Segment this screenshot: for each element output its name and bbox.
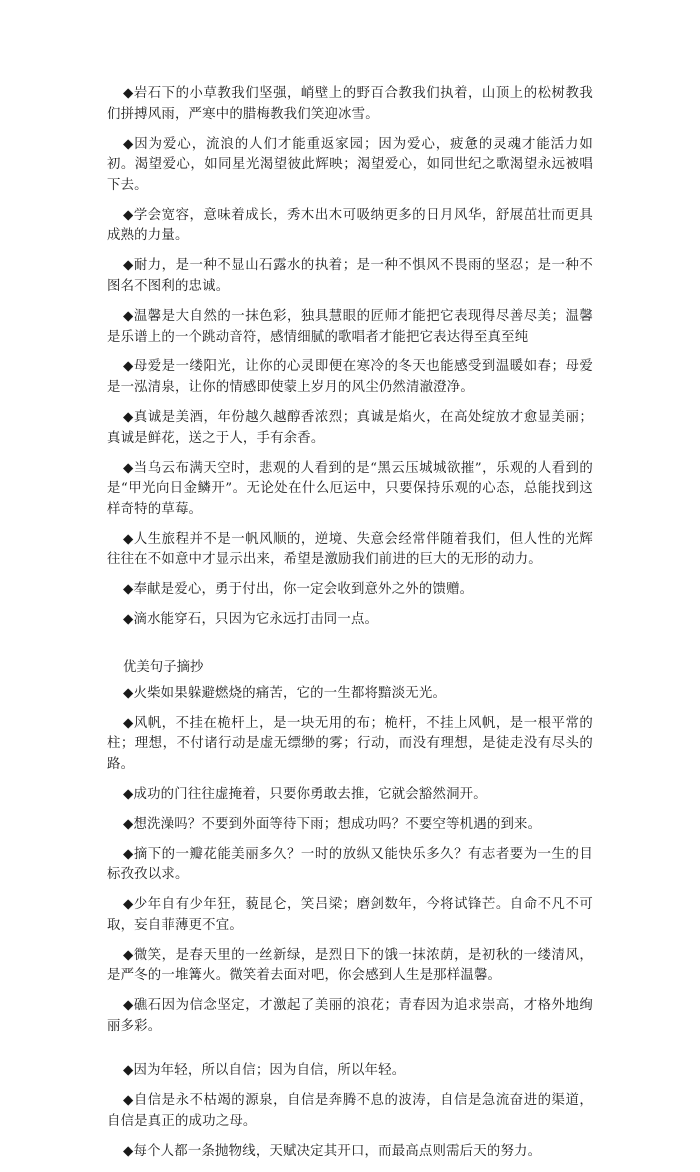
quote-section-1	[107, 84, 593, 631]
quote-paragraph: ◆自信是永不枯竭的源泉，自信是奔腾不息的波涛，自信是急流奋进的渠道，自信是真正的成功之母。	[107, 1092, 593, 1129]
quote-paragraph: ◆耐力，是一种不显山石露水的执着；是一种不惧风不畏雨的坚忍；是一种不图名不图利的忠诚。	[107, 258, 593, 294]
quote-paragraph: ◆温馨是大自然的一抹色彩，独具慧眼的匠师才能把它表现得尽善尽美；温馨是乐谱上的一个跳动音符，感情细腻的歌唱者才能把它表达得至真至纯	[107, 308, 593, 345]
quote-paragraph: ◆成功的门往往虚掩着，只要你勇敢去推，它就会豁然洞开。	[123, 786, 487, 802]
quote-paragraph: ◆微笑，是春天里的一丝新绿，是烈日下的饿一抹浓荫，是初秋的一缕清风，是严冬的一堆篝火。微笑着去面对吧，你会感到人生是那样温馨。	[107, 947, 593, 984]
quote-paragraph: ◆想洗澡吗？不要到外面等待下雨；想成功吗？不要空等机遇的到来。	[123, 816, 542, 832]
quote-paragraph: ◆摘下的一瓣花能美丽多久？一时的放纵又能快乐多久？有志者要为一生的目标孜孜以求。	[107, 846, 593, 883]
quote-paragraph: ◆因为爱心，流浪的人们才能重返家园；因为爱心，疲惫的灵魂才能活力如初。渴望爱心，如同星光渴望彼此辉映；渴望爱心，如同世纪之歌渴望永远被唱下去。	[107, 136, 593, 193]
quote-paragraph: ◆火柴如果躲避燃烧的痛苦，它的一生都将黯淡无光。	[123, 685, 447, 701]
quote-section-3	[107, 1061, 593, 1162]
quote-paragraph: ◆滴水能穿石，只因为它永远打击同一点。	[123, 612, 379, 628]
document-page	[107, 84, 593, 1172]
quote-paragraph: ◆礁石因为信念坚定，才激起了美丽的浪花；青春因为追求崇高，才格外地绚丽多彩。	[107, 998, 593, 1035]
quote-paragraph: ◆真诚是美酒，年份越久越醇香浓烈；真诚是焰火，在高处绽放才愈显美丽；真诚是鲜花，送之于人，手有余香。	[107, 410, 593, 446]
section-heading: 优美句子摘抄	[123, 659, 204, 675]
quote-paragraph: ◆每个人都一条抛物线，天赋决定其开口，而最高点则需后天的努力。	[123, 1143, 542, 1159]
section-spacer	[107, 1047, 593, 1061]
quote-paragraph: ◆因为年轻，所以自信；因为自信，所以年轻。	[123, 1063, 406, 1078]
quote-paragraph: ◆当乌云布满天空时，悲观的人看到的是“黑云压城城欲摧”，乐观的人看到的是“甲光向日金鳞开”。无论处在什么厄运中，只要保持乐观的心态，总能找到这样奇特的草莓。	[107, 460, 593, 517]
quote-paragraph: ◆岩石下的小草教我们坚强，峭壁上的野百合教我们执着，山顶上的松树教我们拼搏风雨，严寒中的腊梅教我们笑迎冰雪。	[107, 86, 593, 122]
quote-paragraph: ◆学会宽容，意味着成长，秀木出木可吸纳更多的日月风华，舒展茁壮而更具成熟的力量。	[107, 207, 593, 244]
quote-section-2	[107, 684, 593, 1038]
quote-paragraph: ◆人生旅程并不是一帆风顺的，逆境、失意会经常伴随着我们，但人性的光辉往往在不如意中才显示出来，希望是激励我们前进的巨大的无形的动力。	[107, 531, 593, 568]
quote-paragraph: ◆母爱是一缕阳光，让你的心灵即便在寒冷的冬天也能感受到温暖如春；母爱是一泓清泉，让你的情感即使蒙上岁月的风尘仍然清澈澄净。	[107, 359, 593, 396]
quote-paragraph: ◆风帆，不挂在桅杆上，是一块无用的布；桅杆，不挂上风帆，是一根平常的柱；理想，不付诸行动是虚无缥缈的雾；行动，而没有理想，是徒走没有尽头的路。	[107, 715, 593, 772]
quote-paragraph: ◆奉献是爱心，勇于付出，你一定会收到意外之外的馈赠。	[123, 582, 474, 598]
quote-paragraph: ◆少年自有少年狂，藐昆仑，笑吕梁；磨剑数年，今将试锋芒。自命不凡不可取，妄自菲薄更不宜。	[107, 897, 593, 933]
